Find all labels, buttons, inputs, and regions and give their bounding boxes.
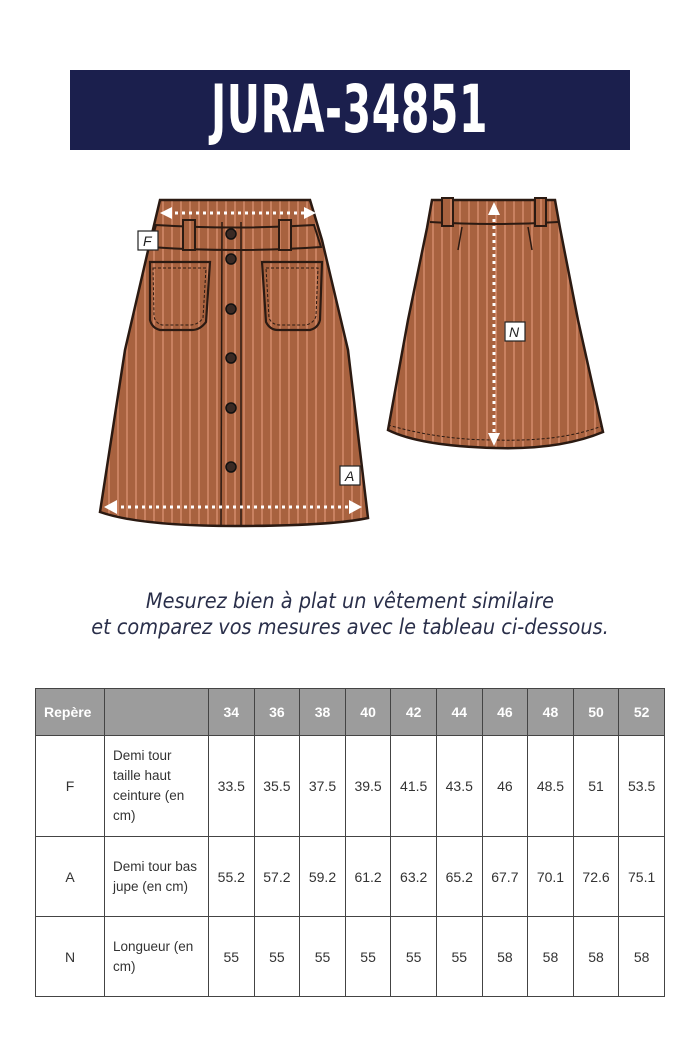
marker-f-label: F	[143, 233, 152, 249]
table-cell: 58	[482, 917, 528, 997]
table-cell: 55	[391, 917, 437, 997]
header-size: 44	[436, 689, 482, 736]
table-cell: 51	[573, 736, 619, 837]
header-size: 48	[528, 689, 574, 736]
table-cell: 53.5	[619, 736, 665, 837]
table-cell: 63.2	[391, 837, 437, 917]
back-skirt	[388, 198, 603, 448]
product-title: JURA-34851	[211, 71, 489, 148]
table-cell: 55	[345, 917, 391, 997]
table-cell: 70.1	[528, 837, 574, 917]
instructions-line-1: Mesurez bien à plat un vêtement similaire	[145, 589, 555, 613]
table-cell: 35.5	[254, 736, 300, 837]
table-cell: 75.1	[619, 837, 665, 917]
row-marker: N	[36, 917, 105, 997]
table-cell: 57.2	[254, 837, 300, 917]
table-cell: 46	[482, 736, 528, 837]
marker-n-label: N	[509, 324, 520, 340]
table-cell: 65.2	[436, 837, 482, 917]
marker-a-label: A	[345, 468, 355, 484]
instructions-line-2: et comparez vos mesures avec le tableau ci-dessous.	[91, 615, 609, 639]
product-banner	[70, 70, 630, 150]
table-cell: 58	[573, 917, 619, 997]
header-description	[105, 689, 209, 736]
table-cell: 55	[300, 917, 346, 997]
table-row	[36, 837, 665, 917]
table-cell: 55	[254, 917, 300, 997]
table-row	[36, 736, 665, 837]
table-cell: 33.5	[209, 736, 255, 837]
table-cell: 41.5	[391, 736, 437, 837]
row-description: Demi tour bas jupe (en cm)	[105, 837, 209, 917]
skirt-illustration	[0, 180, 700, 540]
front-skirt	[100, 200, 368, 526]
row-description: Longueur (en cm)	[105, 917, 209, 997]
header-size: 40	[345, 689, 391, 736]
table-cell: 43.5	[436, 736, 482, 837]
table-row	[36, 917, 665, 997]
table-cell: 55	[436, 917, 482, 997]
table-cell: 59.2	[300, 837, 346, 917]
table-cell: 39.5	[345, 736, 391, 837]
header-size: 50	[573, 689, 619, 736]
header-size: 42	[391, 689, 437, 736]
table-header-row	[36, 689, 665, 736]
table-cell: 37.5	[300, 736, 346, 837]
measure-instructions	[0, 588, 700, 640]
table-cell: 55.2	[209, 837, 255, 917]
table-cell: 67.7	[482, 837, 528, 917]
table-cell: 58	[528, 917, 574, 997]
table-cell: 61.2	[345, 837, 391, 917]
header-repere: Repère	[36, 689, 105, 736]
header-size: 46	[482, 689, 528, 736]
row-marker: A	[36, 837, 105, 917]
header-size: 38	[300, 689, 346, 736]
size-table	[35, 688, 665, 997]
header-size: 34	[209, 689, 255, 736]
table-cell: 72.6	[573, 837, 619, 917]
table-cell: 48.5	[528, 736, 574, 837]
header-size: 52	[619, 689, 665, 736]
table-cell: 58	[619, 917, 665, 997]
row-description: Demi tour taille haut ceinture (en cm)	[105, 736, 209, 837]
header-size: 36	[254, 689, 300, 736]
row-marker: F	[36, 736, 105, 837]
table-cell: 55	[209, 917, 255, 997]
